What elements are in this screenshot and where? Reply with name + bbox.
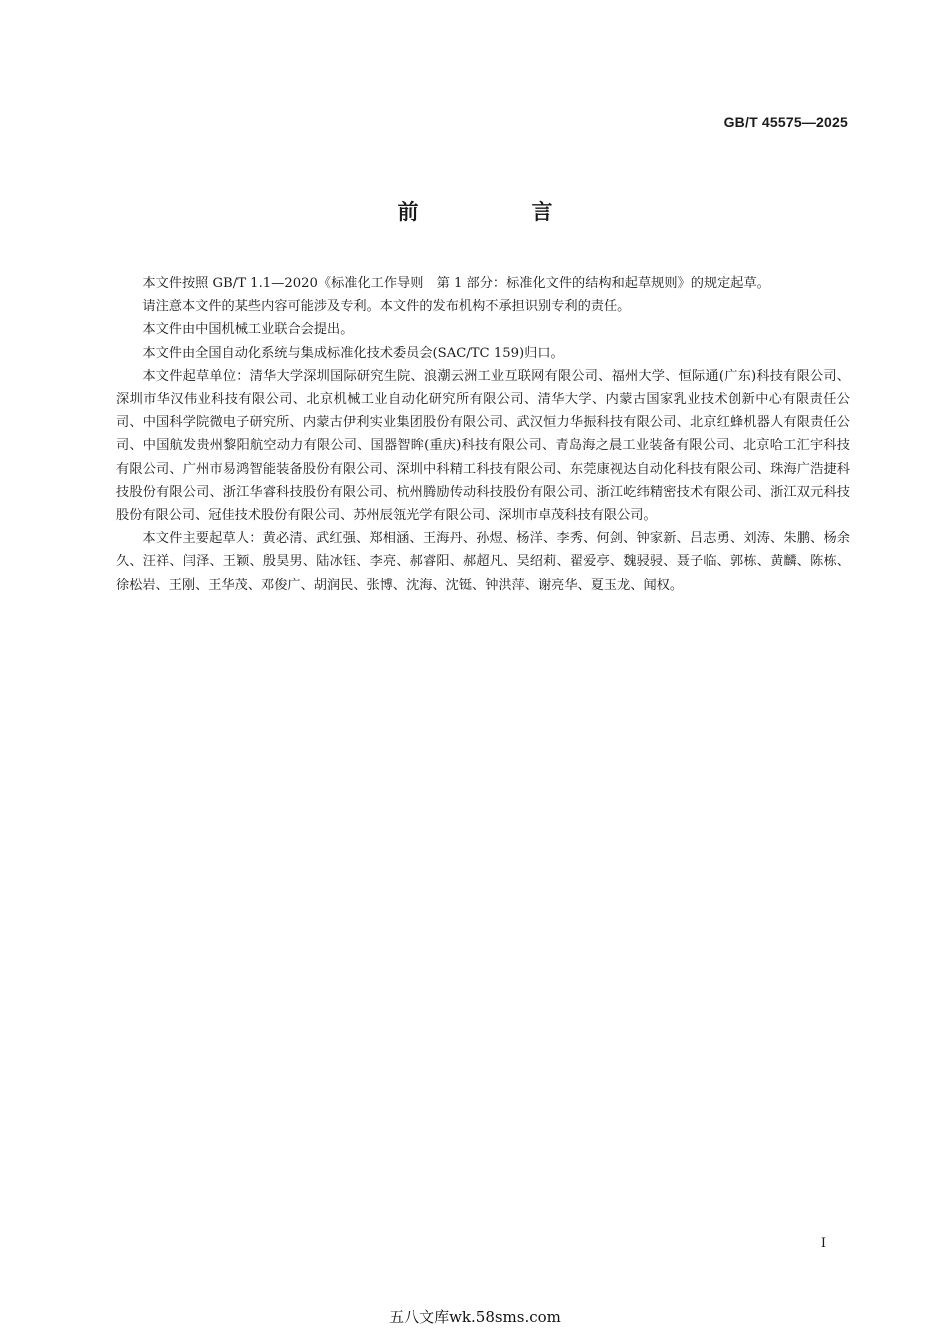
foreword-body — [116, 272, 850, 597]
paragraph-drafting-units: 本文件起草单位：清华大学深圳国际研究生院、浪潮云洲工业互联网有限公司、福州大学、恒际通(广东)科技有限公司、深圳市华汉伟业科技有限公司、北京机械工业自动化研究所有限公司、清华大学、内蒙古国家乳业技术创新中心有限责任公司、中国科学院微电子研究所、内蒙古伊利实业集团股份有限公司、武汉恒力华振科技有限公司、北京红蜂机器人有限责任公司、中国航发贵州黎阳航空动力有限公司、国器智眸(重庆)科技有限公司、青岛海之晨工业装备有限公司、北京哈工汇宇科技有限公司、广州市易鸿智能装备股份有限公司、深圳中科精工科技有限公司、东莞康视达自动化科技有限公司、珠海广浩捷科技股份有限公司、浙江华睿科技股份有限公司、杭州腾励传动科技股份有限公司、浙江屹纬精密技术有限公司、浙江双元科技股份有限公司、冠佳技术股份有限公司、苏州辰瓴光学有限公司、深圳市卓茂科技有限公司。 — [116, 368, 850, 524]
page-title: 前 言 — [397, 200, 599, 224]
paragraph-proposer: 本文件由中国机械工业联合会提出。 — [142, 322, 354, 338]
watermark-footer: 五八文库wk.58sms.com — [389, 1308, 561, 1326]
paragraph-drafting-rules: 本文件按照 GB/T 1.1—2020《标准化工作导则 第 1 部分：标准化文件的结构和起草规则》的规定起草。 — [142, 276, 770, 291]
paragraph-patent-notice: 请注意本文件的某些内容可能涉及专利。本文件的发布机构不承担识别专利的责任。 — [142, 299, 631, 315]
page-number: I — [820, 1236, 826, 1251]
paragraph-drafters: 本文件主要起草人：黄必清、武红强、郑相涵、王海丹、孙煜、杨洋、李秀、何剑、钟家新、吕志勇、刘涛、朱鹏、杨余久、汪祥、闫泽、王颖、殷昊男、陆冰钰、李亮、郝睿阳、郝超凡、吴绍莉、翟爱亭、魏骎骎、聂子临、郭栋、黄麟、陈栋、徐松岩、王刚、王华茂、邓俊广、胡润民、张博、沈海、沈铤、钟洪萍、谢亮华、夏玉龙、闻权。 — [116, 531, 850, 593]
paragraph-committee: 本文件由全国自动化系统与集成标准化技术委员会(SAC/TC 159)归口。 — [142, 345, 564, 361]
standard-code: GB/T 45575—2025 — [723, 114, 848, 130]
